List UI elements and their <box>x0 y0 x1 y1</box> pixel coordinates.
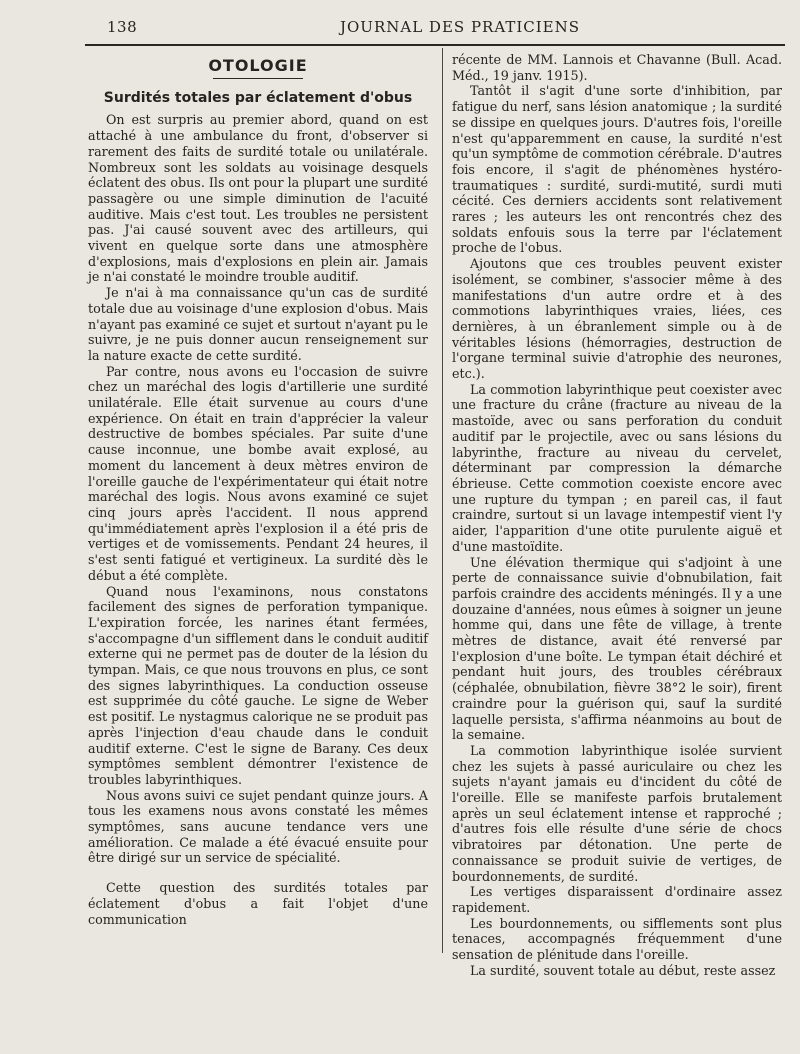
section-underline <box>213 78 303 79</box>
paragraph: La commotion labyrinthique isolée survient chez les sujets à passé auriculaire ou chez les sujets n'ayant jamais eu d'incident du côté de l'oreille. Elle se manifeste parfois brutalement après un seul éclatement intense et rapproché ; d'autres fois elle résulte d'une série de chocs vibratoires par détonation. Une perte de connaissance se produit suivie de vertiges, de bourdonnements, de surdité. <box>452 742 782 884</box>
page-number: 138 <box>107 18 138 36</box>
paragraph: Cette question des surdités totales par éclatement d'obus a fait l'objet d'une communication <box>88 880 428 927</box>
article-title: Surdités totales par éclatement d'obus <box>103 89 413 106</box>
column-divider <box>442 48 443 953</box>
running-title: JOURNAL DES PRATICIENS <box>340 18 581 36</box>
paragraph: La surdité, souvent totale au début, reste assez <box>470 962 776 978</box>
paragraph: Quand nous l'examinons, nous constatons facilement des signes de perforation tympanique. L'expiration forcée, les narines étant fermées, s'accompagne d'un sifflement dans le conduit auditif externe qui ne permet pas de douter de la lésion du tympan. Mais, ce que nous trouvons en plus, ce sont des signes labyrinthiques. La conduction osseuse est supprimée du côté gauche. Le signe de Weber est positif. Le nystagmus calorique ne se produit pas après l'injection d'eau chaude dans le conduit auditif externe. C'est le signe de Barany. Ces deux symptômes semblent démontrer l'existence de troubles labyrinthiques. <box>88 583 428 787</box>
paragraph: Ajoutons que ces troubles peuvent exister isolément, se combiner, s'associer même à des manifestations d'un autre ordre et à des commotions labyrinthiques vraies, liées, ces dernières, à un ébranlement simple ou à de véritables lésions (hémorragies, destruction de l'organe terminal suivie d'atrophie des neurones, etc.). <box>452 256 782 382</box>
paragraph: Une élévation thermique qui s'adjoint à une perte de connaissance suivie d'obnubilation, fait parfois craindre des accidents méningés. Il y a une douzaine d'années, nous eûmes à soigner un jeune homme qui, dans une fête de village, à trente mètres de distance, avait été renversé par l'explosion d'une boîte. Le tympan était déchiré et pendant huit jours, des troubles cérébraux (céphalée, obnubilation, fièvre 38°2 le soir), firent craindre pour la guérison qui, sauf la surdité laquelle persista, s'affirma néanmoins au bout de la semaine. <box>452 554 782 743</box>
paragraph-gap <box>88 866 428 880</box>
header-rule <box>85 44 785 46</box>
left-column <box>88 52 428 927</box>
right-column <box>452 52 782 978</box>
paragraph: Par contre, nous avons eu l'occasion de suivre chez un maréchal des logis d'artillerie une surdité unilatérale. Elle était survenue au cours d'une expérience. On était en train d'apprécier la valeur destructive de bombes spéciales. Par suite d'une cause inconnue, une bombe avait explosé, au moment du lancement à deux mètres environ de l'oreille gauche de l'expérimentateur qui était notre maréchal des logis. Nous avons examiné ce sujet cinq jours après l'accident. Il nous apprend qu'immédiatement après l'explosion il a été pris de vertiges et de vomissements. Pendant 24 heures, il s'est senti fatigué et vertigineux. La surdité dès le début a été complète. <box>88 363 428 583</box>
paragraph: La commotion labyrinthique peut coexister avec une fracture du crâne (fracture au niveau de la mastoïde, avec ou sans perforation du conduit auditif par le projectile, avec ou sans lésions du labyrinthe, fracture au niveau du cervelet, déterminant par compression la démarche ébrieuse. Cette commotion coexiste encore avec une rupture du tympan ; en pareil cas, il faut craindre, surtout si un lavage intempestif vient l'y aider, l'apparition d'une otite purulente aiguë et d'une mastoïdite. <box>452 381 782 554</box>
paragraph: récente de MM. Lannois et Chavanne (Bull. Acad. Méd., 19 janv. 1915). <box>452 52 782 83</box>
paragraph: On est surpris au premier abord, quand on est attaché à une ambulance du front, d'observer si rarement des faits de surdité totale ou unilatérale. Nombreux sont les soldats au voisinage desquels éclatent des obus. Ils ont pour la plupart une surdité passagère ou une simple diminution de l'acuité auditive. Mais c'est tout. Les troubles ne persistent pas. J'ai causé souvent avec des artilleurs, qui vivent en quelque sorte dans une atmosphère d'explosions, mais d'explosions en plein air. Jamais je n'ai constaté le moindre trouble auditif. <box>88 112 428 285</box>
paragraph: Les bourdonnements, ou sifflements sont plus tenaces, accompagnés fréquemment d'une sensation de plénitude dans l'oreille. <box>452 915 782 963</box>
paragraph: Nous avons suivi ce sujet pendant quinze jours. A tous les examens nous avons constaté les mêmes symptômes, sans aucune tendance vers une amélioration. Ce malade a été évacué ensuite pour être dirigé sur un service de spécialité. <box>88 787 428 866</box>
paragraph: Je n'ai à ma connaissance qu'un cas de surdité totale due au voisinage d'une explosion d'obus. Mais n'ayant pas examiné ce sujet et surtout n'ayant pu le suivre, je ne puis donner aucun renseignement sur la nature exacte de cette surdité. <box>88 285 428 363</box>
paragraph: Les vertiges disparaissent d'ordinaire assez rapidement. <box>452 884 782 915</box>
page-header <box>0 14 800 42</box>
section-heading: OTOLOGIE <box>208 56 308 75</box>
paragraph: Tantôt il s'agit d'une sorte d'inhibition, par fatigue du nerf, sans lésion anatomique ; la surdité se dissipe en quelques jours. D'autres fois, l'oreille n'est qu'apparemment en cause, la surdité n'est qu'un symptôme de commotion cérébrale. D'autres fois encore, il s'agit de phénomènes hystéro-traumatiques : surdité, surdi-mutité, surdi muti cécité. Ces derniers accidents sont relativement rares ; les auteurs les ont rencontrés chez des soldats enfouis sous la terre par l'éclatement proche de l'obus. <box>452 83 782 256</box>
